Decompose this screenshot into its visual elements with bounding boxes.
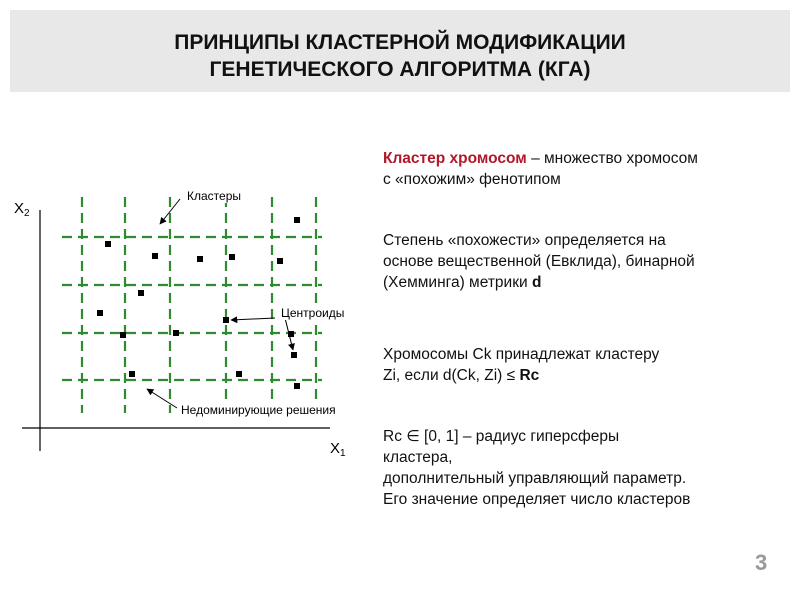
metric-symbol: d xyxy=(531,274,542,291)
point xyxy=(197,256,203,262)
point xyxy=(97,310,103,316)
paragraph-membership xyxy=(383,344,793,386)
nondominated-arrow xyxy=(147,389,177,408)
x-axis-label: $X_1$ xyxy=(330,440,346,459)
point xyxy=(120,332,126,338)
membership-line-1: Хромосомы Ck принадлежат кластеру xyxy=(383,346,660,363)
similarity-line-3-text: (Хемминга) метрики xyxy=(383,274,532,291)
membership-line-2-text: Zi, если d(Ck, Zi) ≤ xyxy=(383,367,520,384)
point xyxy=(229,254,235,260)
radius-line-3: дополнительный управляющий параметр. xyxy=(383,470,687,487)
centroids-arrow-left xyxy=(231,318,275,320)
y-axis-label-sub: 2 xyxy=(24,208,30,219)
point xyxy=(152,253,158,259)
point xyxy=(236,371,242,377)
point xyxy=(294,217,300,223)
page-number: 3 xyxy=(755,550,768,575)
radius-symbol: Rc xyxy=(519,367,540,384)
similarity-line-2: основе вещественной (Евклида), бинарной xyxy=(383,253,695,270)
cluster-def-line-2: с «похожим» фенотипом xyxy=(383,171,561,188)
point xyxy=(105,241,111,247)
radius-line-4: Его значение определяет число кластеров xyxy=(383,491,691,508)
cluster-def-line-1 xyxy=(383,148,793,169)
clusters-label: Кластеры xyxy=(187,189,241,203)
point xyxy=(277,258,283,264)
radius-line-1: Rc ∈ [0, 1] – радиус гиперсферы xyxy=(383,428,620,445)
point xyxy=(223,317,229,323)
paragraph-similarity xyxy=(383,230,793,293)
membership-line-2 xyxy=(383,365,793,386)
slide-title-line-2: ГЕНЕТИЧЕСКОГО АЛГОРИТМА (КГА) xyxy=(209,58,591,81)
solution-points xyxy=(97,217,300,389)
slide-title-line-1: ПРИНЦИПЫ КЛАСТЕРНОЙ МОДИФИКАЦИИ xyxy=(174,31,626,54)
radius-line-2: кластера, xyxy=(383,449,453,466)
point xyxy=(138,290,144,296)
similarity-line-3 xyxy=(383,272,793,293)
point xyxy=(129,371,135,377)
point xyxy=(173,330,179,336)
centroids-label: Центроиды xyxy=(281,306,345,320)
paragraph-radius xyxy=(383,426,793,510)
point xyxy=(294,383,300,389)
cluster-def-text: – множество хромосом xyxy=(526,150,698,167)
point xyxy=(291,352,297,358)
similarity-line-1: Степень «похожести» определяется на xyxy=(383,232,666,249)
y-axis-label: $X_2$ xyxy=(14,200,30,219)
paragraph-cluster-definition xyxy=(383,148,793,190)
x-axis-label-sub: 1 xyxy=(340,448,346,459)
cluster-term: Кластер хромосом xyxy=(383,150,527,167)
nondominated-label: Недоминирующие решения xyxy=(181,403,336,417)
